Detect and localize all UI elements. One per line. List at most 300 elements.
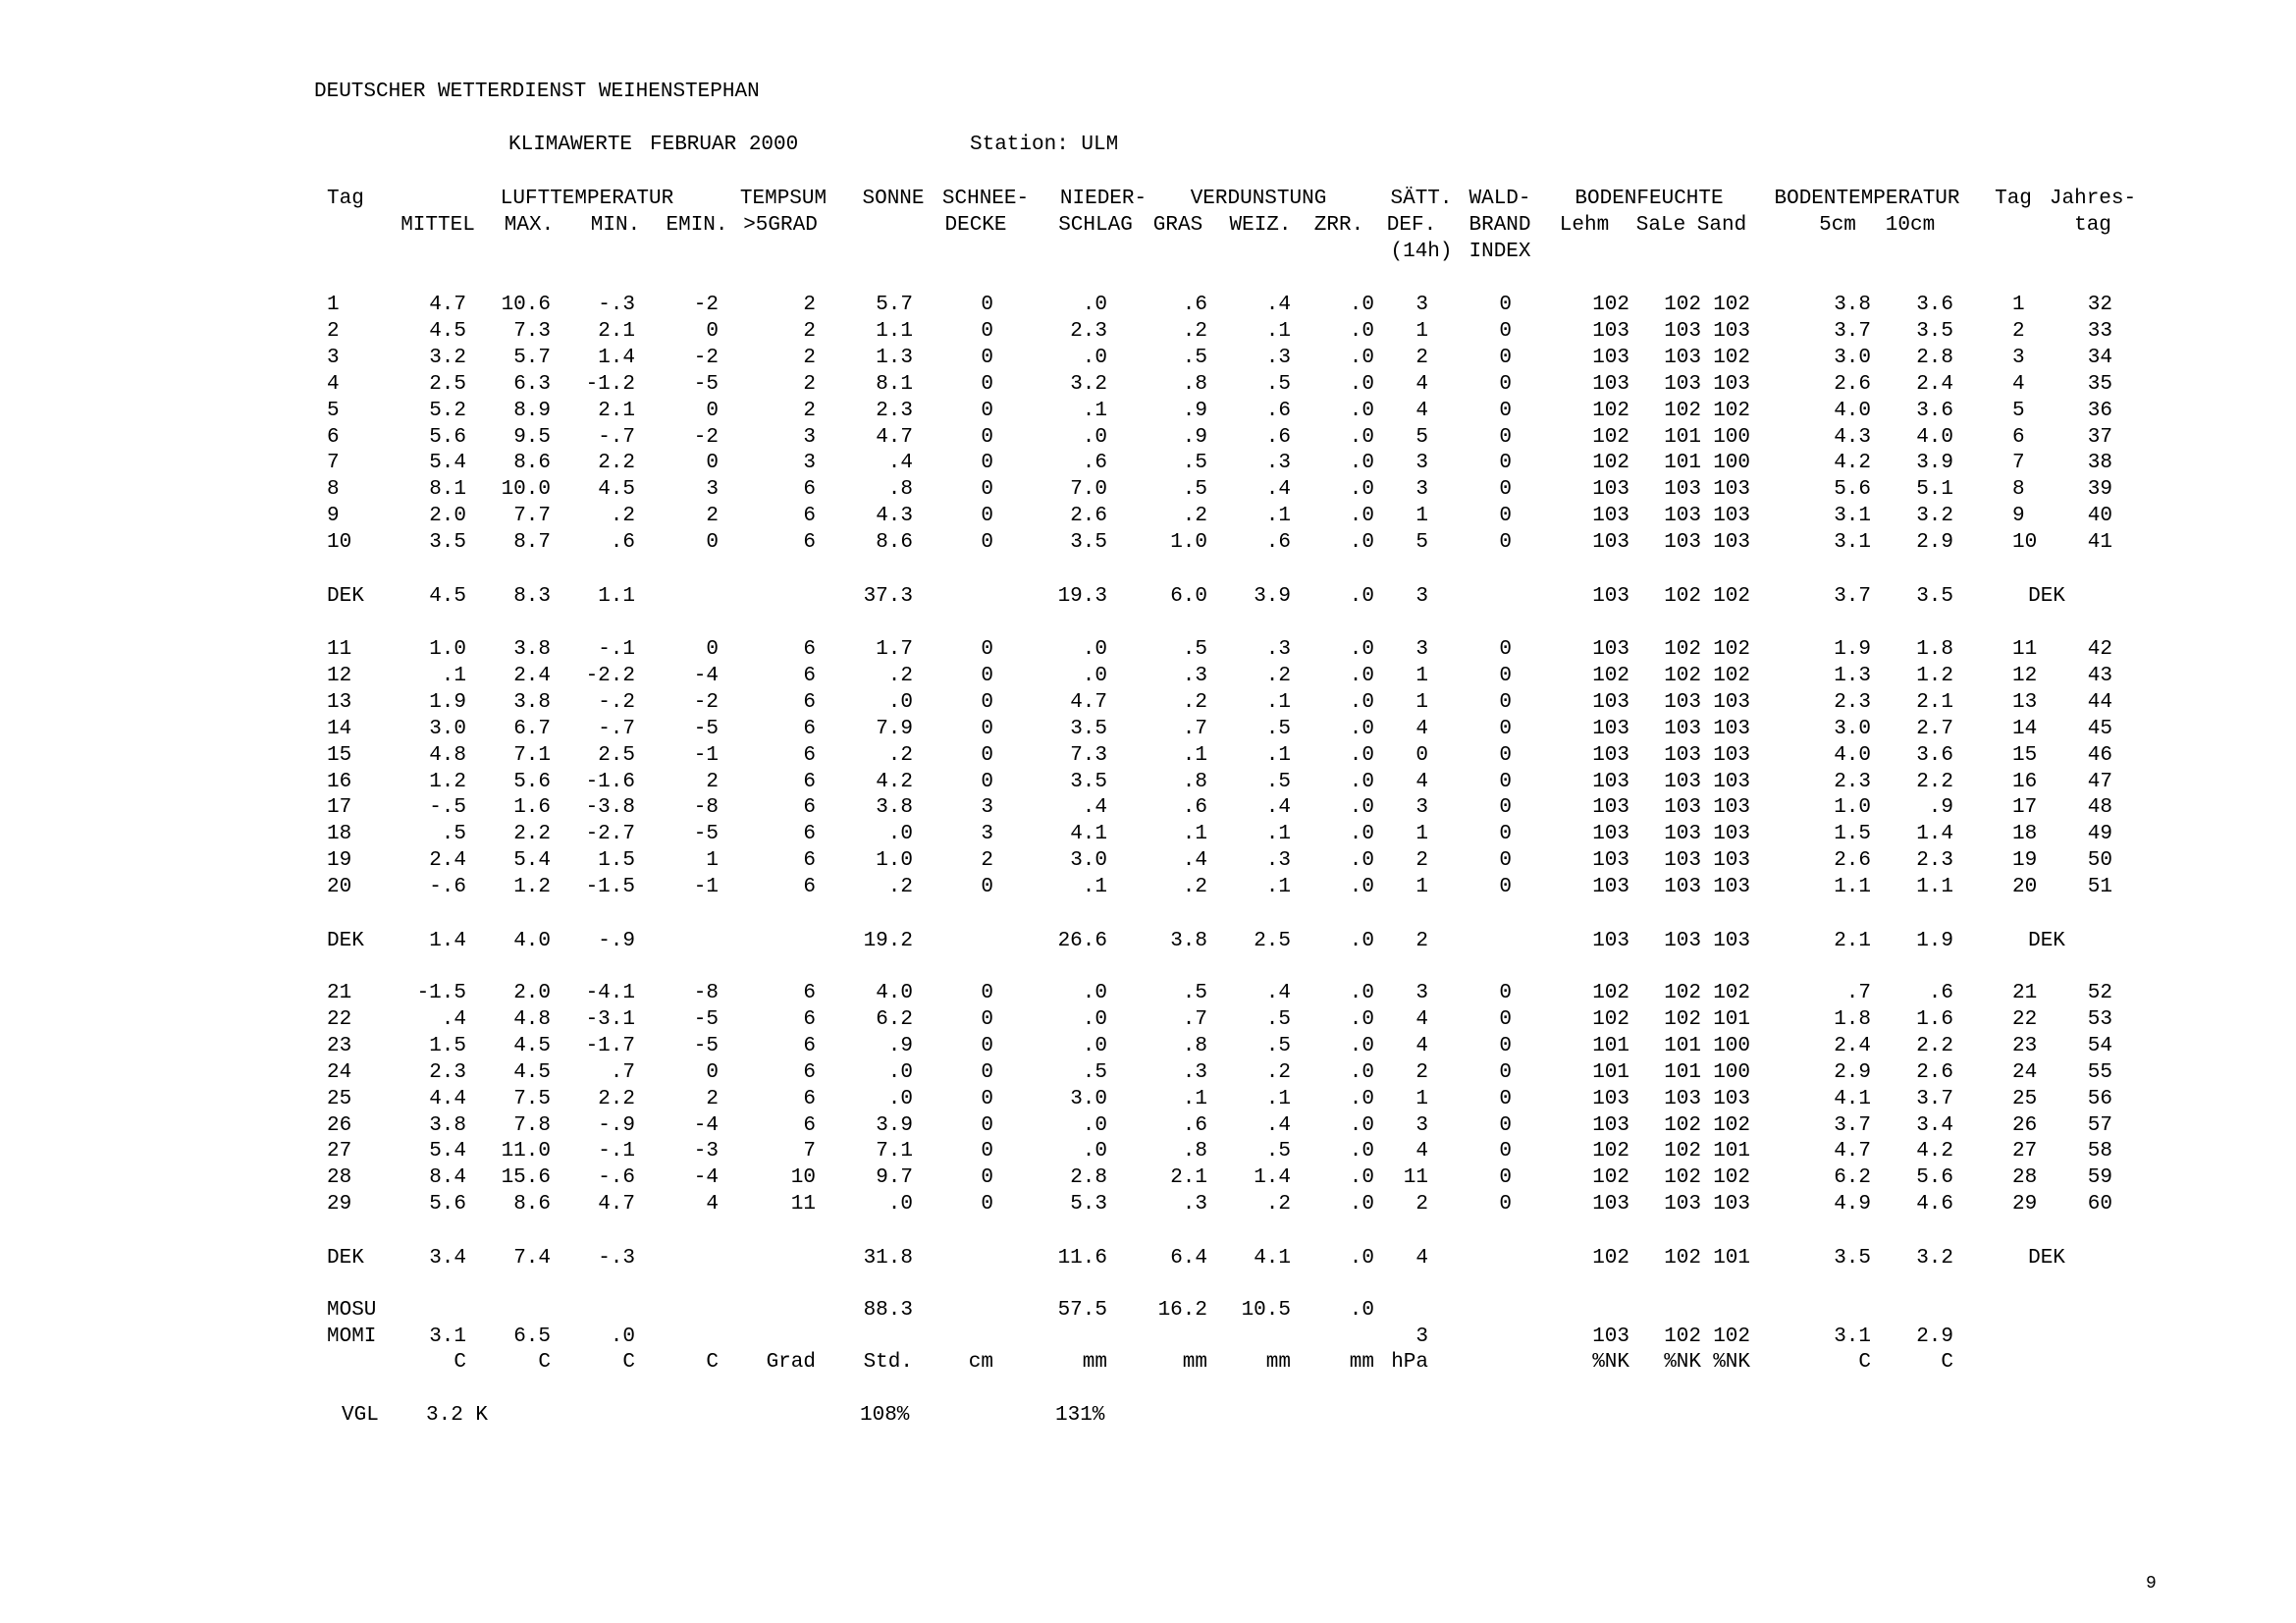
cell-waldbrand: 0 — [1499, 426, 1512, 449]
cell-verd-weiz: .1 — [1265, 1088, 1291, 1110]
cell-tempsum: 6 — [803, 1061, 816, 1084]
cell-verd-weiz: .4 — [1265, 1114, 1291, 1137]
cell-bodentemp-10cm: 2.7 — [1916, 718, 1953, 740]
cell-schnee: 2 — [981, 849, 993, 872]
cell-jahrestag: 48 — [2087, 796, 2112, 819]
cell-bodentemp-5cm: 1.9 — [1834, 638, 1871, 661]
cell-verd-zrr: .0 — [1349, 930, 1374, 952]
cell-max: 8.7 — [513, 531, 551, 554]
cell-max: 7.8 — [513, 1114, 551, 1137]
cell-min: -.2 — [598, 691, 635, 714]
header-tag: Tag — [327, 188, 364, 210]
cell-bodentemp-10cm: 3.4 — [1916, 1114, 1953, 1137]
cell-tag-right: 20 — [2012, 876, 2038, 898]
cell-saett-def: 1 — [1415, 665, 1428, 687]
header-brand: BRAND — [1468, 214, 1531, 237]
cell-boden-sale: 102 — [1664, 665, 1701, 687]
header-lehm: Lehm — [1559, 214, 1610, 237]
cell-tag: 11 — [327, 638, 352, 661]
cell-boden-lehm: %NK — [1592, 1351, 1629, 1374]
cell-bodentemp-10cm: 2.1 — [1916, 691, 1953, 714]
cell-saett-def: 4 — [1415, 1008, 1428, 1031]
cell-jahrestag: 35 — [2087, 373, 2112, 396]
cell-tag: 26 — [327, 1114, 352, 1137]
cell-verd-zrr: .0 — [1349, 823, 1374, 845]
cell-bodentemp-5cm: 4.0 — [1834, 400, 1871, 422]
cell-verd-zrr: .0 — [1349, 585, 1374, 608]
cell-waldbrand: 0 — [1499, 347, 1512, 369]
cell-max: 15.6 — [501, 1166, 551, 1189]
cell-mittel: 4.5 — [429, 585, 466, 608]
cell-emin: -5 — [693, 718, 719, 740]
cell-boden-sand: 103 — [1713, 478, 1750, 501]
cell-niederschlag: .0 — [1082, 1140, 1107, 1163]
cell-verd-gras: .2 — [1182, 320, 1207, 343]
cell-saett-def: 3 — [1415, 796, 1428, 819]
cell-tempsum: 6 — [803, 1114, 816, 1137]
header-sale: SaLe — [1635, 214, 1686, 237]
cell-min: -2.2 — [585, 665, 635, 687]
page-number: 9 — [2146, 1574, 2157, 1594]
cell-tempsum: 2 — [803, 294, 816, 316]
cell-mittel: 3.2 K — [426, 1404, 489, 1427]
cell-tag: VGL — [342, 1404, 379, 1427]
cell-tag: 7 — [327, 452, 340, 474]
cell-boden-lehm: 103 — [1592, 718, 1629, 740]
cell-verd-gras: .7 — [1182, 1008, 1207, 1031]
cell-tempsum: 11 — [790, 1193, 816, 1216]
table-row — [0, 345, 2296, 371]
cell-boden-lehm: 103 — [1592, 638, 1629, 661]
cell-boden-sand: 101 — [1713, 1008, 1750, 1031]
cell-mittel: 3.8 — [429, 1114, 466, 1137]
cell-boden-sale: 102 — [1664, 982, 1701, 1004]
cell-verd-gras: 6.4 — [1170, 1247, 1207, 1270]
header-waldbrand: WALD- — [1468, 188, 1531, 210]
cell-tag-right: 6 — [2012, 426, 2025, 449]
cell-mittel: 5.6 — [429, 426, 466, 449]
cell-tag: 19 — [327, 849, 352, 872]
cell-min: .0 — [610, 1325, 635, 1348]
cell-bodentemp-10cm: 3.7 — [1916, 1088, 1953, 1110]
cell-verd-zrr: .0 — [1349, 505, 1374, 527]
cell-boden-lehm: 103 — [1592, 1114, 1629, 1137]
cell-verd-gras: .1 — [1182, 1088, 1207, 1110]
cell-tag: 10 — [327, 531, 352, 554]
cell-emin: -2 — [693, 294, 719, 316]
cell-waldbrand: 0 — [1499, 771, 1512, 793]
cell-bodentemp-5cm: 2.3 — [1834, 771, 1871, 793]
cell-boden-lehm: 102 — [1592, 1140, 1629, 1163]
dek-row-3 — [0, 1245, 2296, 1271]
cell-emin: 0 — [706, 400, 719, 422]
cell-bodentemp-10cm: C — [1941, 1351, 1953, 1374]
cell-verd-zrr: .0 — [1349, 982, 1374, 1004]
header-10cm: 10cm — [1885, 214, 1936, 237]
cell-mittel: 2.4 — [429, 849, 466, 872]
table-row — [0, 1164, 2296, 1191]
cell-schnee: 0 — [981, 1193, 993, 1216]
cell-bodentemp-10cm: 3.9 — [1916, 452, 1953, 474]
cell-verd-gras: .4 — [1182, 849, 1207, 872]
cell-min: 2.2 — [598, 1088, 635, 1110]
table-row — [0, 874, 2296, 900]
cell-boden-sale: 102 — [1664, 1247, 1701, 1270]
cell-bodentemp-5cm: 1.3 — [1834, 665, 1871, 687]
cell-verd-zrr: .0 — [1349, 478, 1374, 501]
cell-emin: 0 — [706, 320, 719, 343]
cell-verd-zrr: .0 — [1349, 1035, 1374, 1057]
cell-verd-gras: .6 — [1182, 1114, 1207, 1137]
cell-max: 2.2 — [513, 823, 551, 845]
cell-boden-sale: 103 — [1664, 823, 1701, 845]
header-tempsum: TEMPSUM — [739, 188, 828, 210]
cell-niederschlag: .5 — [1082, 1061, 1107, 1084]
cell-min: 1.4 — [598, 347, 635, 369]
cell-sonne: 5.7 — [876, 294, 913, 316]
cell-tag: DEK — [327, 585, 364, 608]
header-saettigungsdefizit: SÄTT. — [1390, 188, 1453, 210]
cell-saett-def: 1 — [1415, 1088, 1428, 1110]
cell-niederschlag: 2.6 — [1070, 505, 1107, 527]
cell-max: 5.7 — [513, 347, 551, 369]
cell-verd-zrr: .0 — [1349, 1140, 1374, 1163]
cell-min: -.9 — [598, 1114, 635, 1137]
cell-emin: -4 — [693, 1166, 719, 1189]
cell-waldbrand: 0 — [1499, 744, 1512, 767]
cell-mittel: -1.5 — [416, 982, 466, 1004]
cell-max: 7.3 — [513, 320, 551, 343]
cell-saett-def: 4 — [1415, 718, 1428, 740]
units-row — [0, 1349, 2296, 1376]
cell-boden-sale: 103 — [1664, 849, 1701, 872]
cell-saett-def: 3 — [1415, 294, 1428, 316]
cell-mittel: -.5 — [429, 796, 466, 819]
cell-verd-zrr: .0 — [1349, 1088, 1374, 1110]
cell-bodentemp-10cm: 5.1 — [1916, 478, 1953, 501]
cell-tempsum: 6 — [803, 1035, 816, 1057]
cell-schnee: 0 — [981, 505, 993, 527]
dek-row-2 — [0, 928, 2296, 954]
cell-boden-sale: 102 — [1664, 1008, 1701, 1031]
cell-emin: -4 — [693, 665, 719, 687]
cell-min: -.3 — [598, 294, 635, 316]
cell-tag-right: 8 — [2012, 478, 2025, 501]
cell-tempsum: 6 — [803, 771, 816, 793]
cell-tag: 25 — [327, 1088, 352, 1110]
cell-saett-def: 3 — [1415, 585, 1428, 608]
cell-tempsum: 6 — [803, 1008, 816, 1031]
cell-sonne: .0 — [887, 1088, 913, 1110]
cell-tag-right: 10 — [2012, 531, 2038, 554]
cell-sonne: 31.8 — [863, 1247, 913, 1270]
cell-emin: 3 — [706, 478, 719, 501]
cell-niederschlag: .0 — [1082, 638, 1107, 661]
header-tag: tag — [2074, 214, 2111, 237]
cell-verd-weiz: .6 — [1265, 531, 1291, 554]
cell-boden-sand: %NK — [1713, 1351, 1750, 1374]
cell-schnee: 0 — [981, 1035, 993, 1057]
cell-tag-right: 23 — [2012, 1035, 2038, 1057]
cell-schnee: 0 — [981, 876, 993, 898]
mosu-row — [0, 1297, 2296, 1324]
cell-saett-def: 4 — [1415, 771, 1428, 793]
cell-jahrestag: 60 — [2087, 1193, 2112, 1216]
cell-niederschlag: 26.6 — [1057, 930, 1107, 952]
cell-boden-sand: 103 — [1713, 930, 1750, 952]
cell-tempsum: 6 — [803, 796, 816, 819]
cell-niederschlag: 3.5 — [1070, 771, 1107, 793]
cell-niederschlag: 3.5 — [1070, 718, 1107, 740]
cell-verd-weiz: .3 — [1265, 638, 1291, 661]
cell-verd-weiz: .5 — [1265, 718, 1291, 740]
cell-tag: 15 — [327, 744, 352, 767]
table-row — [0, 1112, 2296, 1139]
cell-sonne: 1.0 — [876, 849, 913, 872]
cell-emin: 2 — [706, 1088, 719, 1110]
header-max: MAX. — [504, 214, 555, 237]
cell-bodentemp-5cm: 2.1 — [1834, 930, 1871, 952]
cell-bodentemp-10cm: 2.2 — [1916, 771, 1953, 793]
cell-niederschlag: .0 — [1082, 347, 1107, 369]
cell-min: -.1 — [598, 1140, 635, 1163]
cell-max: 3.8 — [513, 691, 551, 714]
cell-min: -.9 — [598, 930, 635, 952]
cell-tag-right: 5 — [2012, 400, 2025, 422]
cell-waldbrand: 0 — [1499, 294, 1512, 316]
cell-jahrestag: 57 — [2087, 1114, 2112, 1137]
cell-emin: 0 — [706, 1061, 719, 1084]
cell-sonne: .4 — [887, 452, 913, 474]
cell-min: 2.1 — [598, 320, 635, 343]
cell-boden-sand: 102 — [1713, 665, 1750, 687]
cell-boden-sand: 103 — [1713, 1088, 1750, 1110]
header-min: MIN. — [590, 214, 641, 237]
cell-verd-zrr: .0 — [1349, 1193, 1374, 1216]
cell-waldbrand: 0 — [1499, 1140, 1512, 1163]
cell-tag-right: DEK — [2028, 585, 2065, 608]
cell-mittel: 8.1 — [429, 478, 466, 501]
cell-verd-weiz: .1 — [1265, 876, 1291, 898]
cell-verd-gras: .2 — [1182, 691, 1207, 714]
cell-saett-def: 1 — [1415, 320, 1428, 343]
cell-mittel: 3.4 — [429, 1247, 466, 1270]
cell-boden-lehm: 102 — [1592, 982, 1629, 1004]
cell-boden-lehm: 102 — [1592, 1247, 1629, 1270]
cell-tempsum: 2 — [803, 373, 816, 396]
cell-boden-lehm: 103 — [1592, 876, 1629, 898]
cell-boden-sand: 103 — [1713, 531, 1750, 554]
cell-jahrestag: 56 — [2087, 1088, 2112, 1110]
cell-verd-weiz: .4 — [1265, 294, 1291, 316]
cell-bodentemp-10cm: 1.1 — [1916, 876, 1953, 898]
cell-niederschlag: .1 — [1082, 876, 1107, 898]
cell-schnee: 0 — [981, 478, 993, 501]
cell-schnee: 0 — [981, 1088, 993, 1110]
cell-emin: -5 — [693, 1008, 719, 1031]
cell-verd-gras: .7 — [1182, 718, 1207, 740]
cell-max: 7.5 — [513, 1088, 551, 1110]
cell-sonne: .8 — [887, 478, 913, 501]
cell-verd-zrr: mm — [1349, 1351, 1374, 1374]
cell-verd-gras: .6 — [1182, 796, 1207, 819]
cell-bodentemp-5cm: 1.5 — [1834, 823, 1871, 845]
cell-schnee: 0 — [981, 1114, 993, 1137]
cell-jahrestag: 36 — [2087, 400, 2112, 422]
cell-boden-lehm: 103 — [1592, 585, 1629, 608]
cell-mittel: 5.2 — [429, 400, 466, 422]
cell-emin: 0 — [706, 638, 719, 661]
cell-saett-def: 1 — [1415, 823, 1428, 845]
cell-sonne: .2 — [887, 876, 913, 898]
header-row-1 — [0, 186, 2296, 212]
cell-saett-def: 4 — [1415, 400, 1428, 422]
cell-bodentemp-5cm: 2.6 — [1834, 373, 1871, 396]
cell-tag: 3 — [327, 347, 340, 369]
cell-verd-gras: .8 — [1182, 373, 1207, 396]
cell-boden-sale: 101 — [1664, 452, 1701, 474]
cell-niederschlag: 7.3 — [1070, 744, 1107, 767]
cell-tempsum: 6 — [803, 876, 816, 898]
cell-sonne: 1.1 — [876, 320, 913, 343]
cell-boden-sand: 103 — [1713, 718, 1750, 740]
cell-waldbrand: 0 — [1499, 665, 1512, 687]
cell-boden-sale: 103 — [1664, 718, 1701, 740]
cell-verd-zrr: .0 — [1349, 876, 1374, 898]
cell-mittel: 3.0 — [429, 718, 466, 740]
cell-boden-sand: 103 — [1713, 823, 1750, 845]
cell-verd-gras: .1 — [1182, 744, 1207, 767]
cell-waldbrand: 0 — [1499, 531, 1512, 554]
cell-bodentemp-5cm: 2.4 — [1834, 1035, 1871, 1057]
cell-verd-weiz: .2 — [1265, 665, 1291, 687]
cell-verd-gras: .2 — [1182, 876, 1207, 898]
cell-waldbrand: 0 — [1499, 1088, 1512, 1110]
cell-schnee: 0 — [981, 744, 993, 767]
table-row — [0, 424, 2296, 451]
cell-min: 4.5 — [598, 478, 635, 501]
cell-saett-def: 5 — [1415, 426, 1428, 449]
cell-sonne: 88.3 — [863, 1299, 913, 1322]
cell-waldbrand: 0 — [1499, 400, 1512, 422]
table-row — [0, 689, 2296, 716]
header-row-2 — [0, 212, 2296, 239]
table-row — [0, 636, 2296, 663]
cell-boden-lehm: 103 — [1592, 505, 1629, 527]
cell-niederschlag: 11.6 — [1057, 1247, 1107, 1270]
cell-waldbrand: 0 — [1499, 691, 1512, 714]
cell-boden-sand: 103 — [1713, 691, 1750, 714]
cell-boden-sale: 102 — [1664, 1166, 1701, 1189]
cell-boden-sand: 103 — [1713, 373, 1750, 396]
cell-verd-gras: .2 — [1182, 505, 1207, 527]
cell-tag-right: 17 — [2012, 796, 2038, 819]
cell-niederschlag: .0 — [1082, 294, 1107, 316]
cell-niederschlag: 4.7 — [1070, 691, 1107, 714]
cell-min: -3.8 — [585, 796, 635, 819]
cell-boden-lehm: 103 — [1592, 744, 1629, 767]
cell-verd-zrr: .0 — [1349, 718, 1374, 740]
cell-boden-sale: 103 — [1664, 876, 1701, 898]
header-14h: (14h) — [1390, 241, 1453, 263]
cell-verd-zrr: .0 — [1349, 665, 1374, 687]
cell-bodentemp-5cm: 5.6 — [1834, 478, 1871, 501]
cell-verd-weiz: 1.4 — [1254, 1166, 1291, 1189]
cell-verd-zrr: .0 — [1349, 1114, 1374, 1137]
cell-emin: -5 — [693, 823, 719, 845]
cell-tag: 20 — [327, 876, 352, 898]
cell-bodentemp-5cm: 3.0 — [1834, 347, 1871, 369]
cell-schnee: 0 — [981, 638, 993, 661]
cell-bodentemp-10cm: 2.3 — [1916, 849, 1953, 872]
cell-tag-right: 15 — [2012, 744, 2038, 767]
cell-max: 4.5 — [513, 1061, 551, 1084]
header-zrr: ZRR. — [1313, 214, 1364, 237]
cell-schnee: 0 — [981, 347, 993, 369]
cell-boden-sale: 103 — [1664, 744, 1701, 767]
cell-tag-right: 1 — [2012, 294, 2025, 316]
cell-tag-right: 2 — [2012, 320, 2025, 343]
cell-mittel: 5.4 — [429, 452, 466, 474]
cell-tag-right: 26 — [2012, 1114, 2038, 1137]
cell-tag: 6 — [327, 426, 340, 449]
cell-jahrestag: 39 — [2087, 478, 2112, 501]
cell-boden-sale: 103 — [1664, 531, 1701, 554]
cell-bodentemp-5cm: 3.0 — [1834, 718, 1871, 740]
cell-tempsum: 2 — [803, 347, 816, 369]
cell-min: -3.1 — [585, 1008, 635, 1031]
cell-min: 4.7 — [598, 1193, 635, 1216]
cell-boden-sale: 102 — [1664, 638, 1701, 661]
cell-verd-weiz: .1 — [1265, 691, 1291, 714]
cell-tag-right: 7 — [2012, 452, 2025, 474]
cell-mittel: -.6 — [429, 876, 466, 898]
cell-max: 2.4 — [513, 665, 551, 687]
cell-mittel: 2.0 — [429, 505, 466, 527]
table-row — [0, 371, 2296, 398]
cell-emin: -4 — [693, 1114, 719, 1137]
cell-jahrestag: 52 — [2087, 982, 2112, 1004]
cell-max: 4.0 — [513, 930, 551, 952]
cell-boden-sale: %NK — [1664, 1351, 1701, 1374]
cell-saett-def: 2 — [1415, 849, 1428, 872]
cell-schnee: 0 — [981, 400, 993, 422]
header-index: INDEX — [1468, 241, 1531, 263]
cell-verd-weiz: .3 — [1265, 849, 1291, 872]
cell-niederschlag: 4.1 — [1070, 823, 1107, 845]
cell-waldbrand: 0 — [1499, 1193, 1512, 1216]
cell-boden-sale: 102 — [1664, 294, 1701, 316]
cell-verd-gras: .3 — [1182, 1193, 1207, 1216]
cell-tempsum: 6 — [803, 982, 816, 1004]
header-gras: GRAS — [1152, 214, 1203, 237]
cell-boden-lehm: 103 — [1592, 691, 1629, 714]
cell-emin: -5 — [693, 373, 719, 396]
cell-bodentemp-5cm: 3.7 — [1834, 1114, 1871, 1137]
cell-jahrestag: 32 — [2087, 294, 2112, 316]
cell-boden-sale: 103 — [1664, 373, 1701, 396]
cell-saett-def: 3 — [1415, 982, 1428, 1004]
cell-verd-weiz: .1 — [1265, 505, 1291, 527]
cell-verd-weiz: .2 — [1265, 1193, 1291, 1216]
cell-saett-def: 3 — [1415, 1325, 1428, 1348]
cell-bodentemp-5cm: .7 — [1845, 982, 1871, 1004]
cell-boden-lehm: 102 — [1592, 1166, 1629, 1189]
cell-min: .2 — [610, 505, 635, 527]
cell-tag: DEK — [327, 1247, 364, 1270]
cell-min: -1.2 — [585, 373, 635, 396]
cell-boden-lehm: 103 — [1592, 1088, 1629, 1110]
